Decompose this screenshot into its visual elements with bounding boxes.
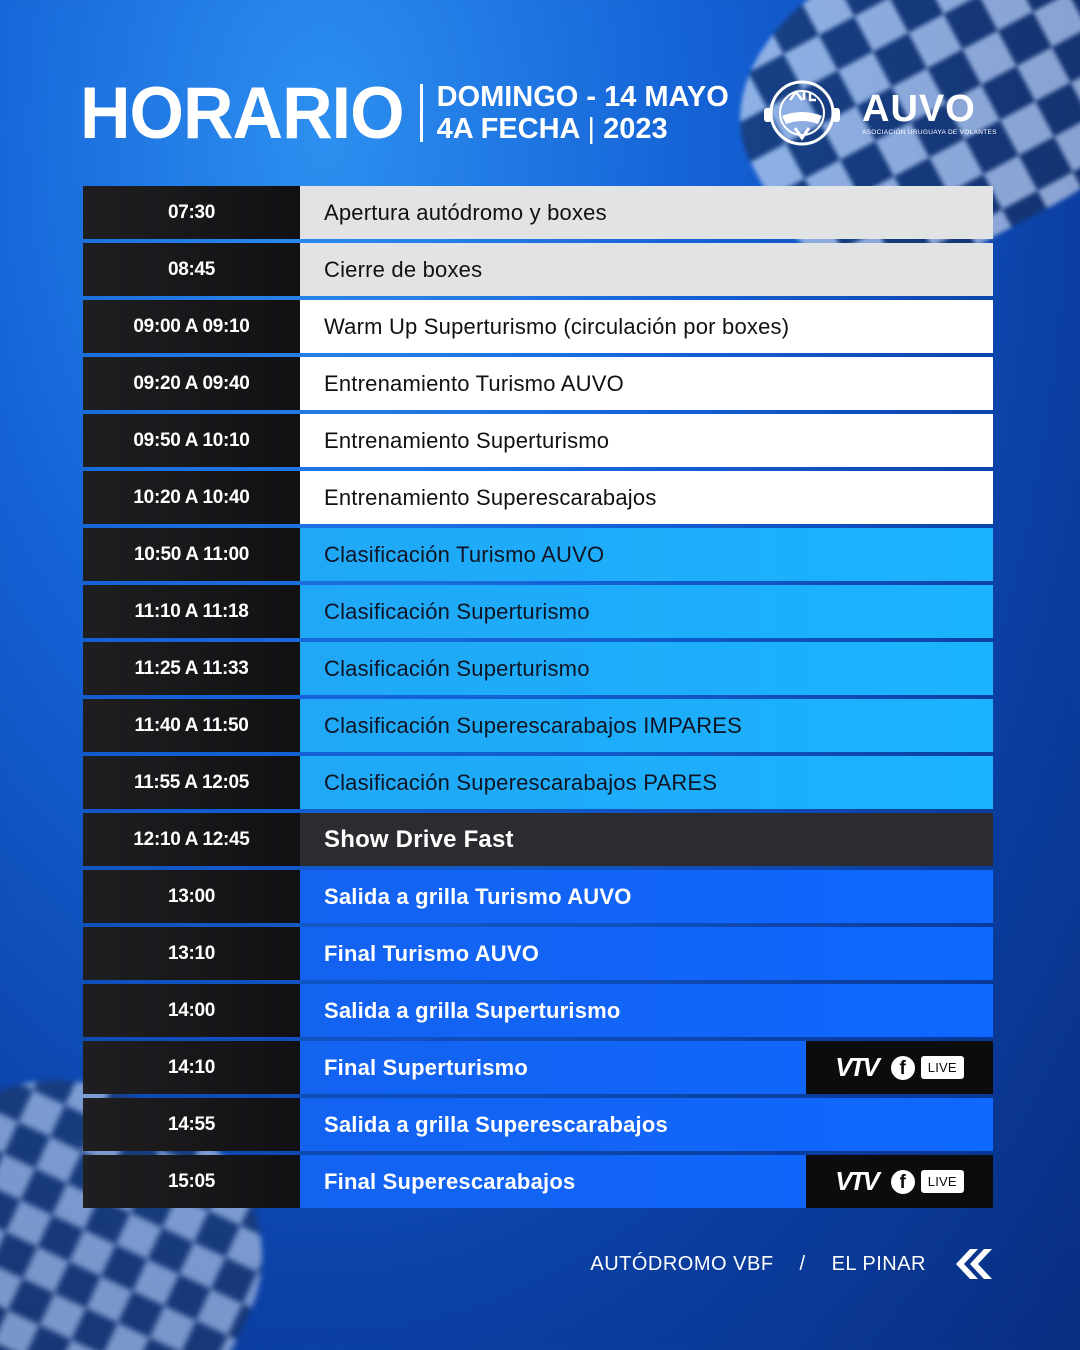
schedule-event-label: Cierre de boxes xyxy=(324,256,483,282)
page-title: HORARIO xyxy=(80,72,404,154)
schedule-time: 11:25 A 11:33 xyxy=(83,642,300,695)
schedule-time: 14:00 xyxy=(83,984,300,1037)
round-year-separator: | xyxy=(587,113,596,145)
schedule-row xyxy=(83,699,993,752)
schedule-event xyxy=(300,870,993,923)
schedule-row xyxy=(83,357,993,410)
logo-text xyxy=(862,90,997,136)
footer-separator: / xyxy=(799,1252,806,1275)
event-date-block xyxy=(437,81,729,145)
schedule-time: 09:20 A 09:40 xyxy=(83,357,300,410)
schedule-row xyxy=(83,300,993,353)
event-date: DOMINGO - 14 MAYO xyxy=(436,81,729,113)
schedule-time: 11:40 A 11:50 xyxy=(83,699,300,752)
schedule-event-label: Final Turismo AUVO xyxy=(324,940,540,966)
schedule-time: 15:05 xyxy=(83,1155,300,1208)
schedule-event-label: Final Superescarabajos xyxy=(324,1168,576,1194)
logo-name: AUVO xyxy=(862,88,976,130)
schedule-event-label: Clasificación Superturismo xyxy=(324,598,590,624)
schedule-event xyxy=(300,243,993,296)
schedule-event xyxy=(300,699,993,752)
round-label: 4A FECHA xyxy=(436,113,580,145)
schedule-event xyxy=(300,813,993,866)
schedule-row xyxy=(83,1041,993,1094)
schedule-event-label: Clasificación Superescarabajos IMPARES xyxy=(324,712,743,738)
schedule-row xyxy=(83,243,993,296)
auvo-emblem-icon xyxy=(762,78,842,148)
schedule-event-label: Final Superturismo xyxy=(324,1054,529,1080)
schedule-event-label: Entrenamiento Superescarabajos xyxy=(324,484,657,510)
schedule-event xyxy=(300,300,993,353)
vtv-logo: VTV xyxy=(835,1166,877,1196)
schedule-event xyxy=(300,585,993,638)
schedule-event-label: Entrenamiento Turismo AUVO xyxy=(324,370,624,396)
schedule-event xyxy=(300,927,993,980)
schedule-event xyxy=(300,756,993,809)
schedule-row xyxy=(83,1098,993,1151)
schedule-row xyxy=(83,186,993,239)
schedule-event-label: Clasificación Turismo AUVO xyxy=(324,541,605,567)
schedule-time: 13:10 xyxy=(83,927,300,980)
schedule-time: 07:30 xyxy=(83,186,300,239)
footer xyxy=(590,1247,992,1281)
schedule-event-label: Show Drive Fast xyxy=(324,825,514,853)
schedule-time: 09:50 A 10:10 xyxy=(83,414,300,467)
schedule-time: 10:50 A 11:00 xyxy=(83,528,300,581)
event-year: 2023 xyxy=(603,113,668,145)
schedule-row xyxy=(83,813,993,866)
schedule-time: 14:10 xyxy=(83,1041,300,1094)
schedule-event-label: Warm Up Superturismo (circulación por boxes) xyxy=(324,313,790,339)
schedule-event xyxy=(300,186,993,239)
schedule-event xyxy=(300,528,993,581)
schedule-row xyxy=(83,984,993,1037)
schedule-event xyxy=(300,471,993,524)
schedule-event-label: Salida a grilla Superturismo xyxy=(324,997,621,1023)
schedule-row xyxy=(83,870,993,923)
schedule-event xyxy=(300,357,993,410)
live-broadcast-badge xyxy=(806,1155,993,1208)
schedule-row xyxy=(83,585,993,638)
event-round xyxy=(437,113,729,145)
schedule-event-label: Salida a grilla Superescarabajos xyxy=(324,1111,668,1137)
schedule-table xyxy=(83,186,993,1212)
schedule-time: 09:00 A 09:10 xyxy=(83,300,300,353)
schedule-row xyxy=(83,927,993,980)
schedule-time: 11:55 A 12:05 xyxy=(83,756,300,809)
schedule-time: 10:20 A 10:40 xyxy=(83,471,300,524)
auvo-logo xyxy=(762,78,997,148)
schedule-time: 14:55 xyxy=(83,1098,300,1151)
venue-name: AUTÓDROMO VBF xyxy=(590,1252,774,1275)
schedule-time: 13:00 xyxy=(83,870,300,923)
schedule-event-label: Clasificación Superescarabajos PARES xyxy=(324,769,718,795)
schedule-row xyxy=(83,756,993,809)
schedule-event-label: Salida a grilla Turismo AUVO xyxy=(324,883,632,909)
facebook-icon: f xyxy=(891,1170,915,1194)
schedule-event xyxy=(300,414,993,467)
schedule-event-label: Clasificación Superturismo xyxy=(324,655,590,681)
venue-location: EL PINAR xyxy=(831,1252,926,1275)
schedule-event xyxy=(300,1041,993,1094)
schedule-time: 11:10 A 11:18 xyxy=(83,585,300,638)
facebook-icon: f xyxy=(891,1056,915,1080)
logo-tagline: ASOCIACIÓN URUGUAYA DE VOLANTES xyxy=(862,129,997,136)
schedule-event xyxy=(300,1098,993,1151)
live-label: LIVE xyxy=(921,1056,964,1079)
schedule-time: 12:10 A 12:45 xyxy=(83,813,300,866)
schedule-event xyxy=(300,642,993,695)
double-chevron-left-icon xyxy=(952,1247,992,1281)
schedule-row xyxy=(83,1155,993,1208)
live-label: LIVE xyxy=(921,1170,964,1193)
header xyxy=(80,72,729,154)
schedule-event-label: Apertura autódromo y boxes xyxy=(324,199,607,225)
schedule-event xyxy=(300,1155,993,1208)
schedule-row xyxy=(83,471,993,524)
schedule-row xyxy=(83,528,993,581)
schedule-event xyxy=(300,984,993,1037)
schedule-row xyxy=(83,414,993,467)
live-broadcast-badge xyxy=(806,1041,993,1094)
vtv-logo: VTV xyxy=(835,1052,877,1082)
schedule-event-label: Entrenamiento Superturismo xyxy=(324,427,610,453)
schedule-time: 08:45 xyxy=(83,243,300,296)
schedule-row xyxy=(83,642,993,695)
title-divider xyxy=(420,84,423,142)
